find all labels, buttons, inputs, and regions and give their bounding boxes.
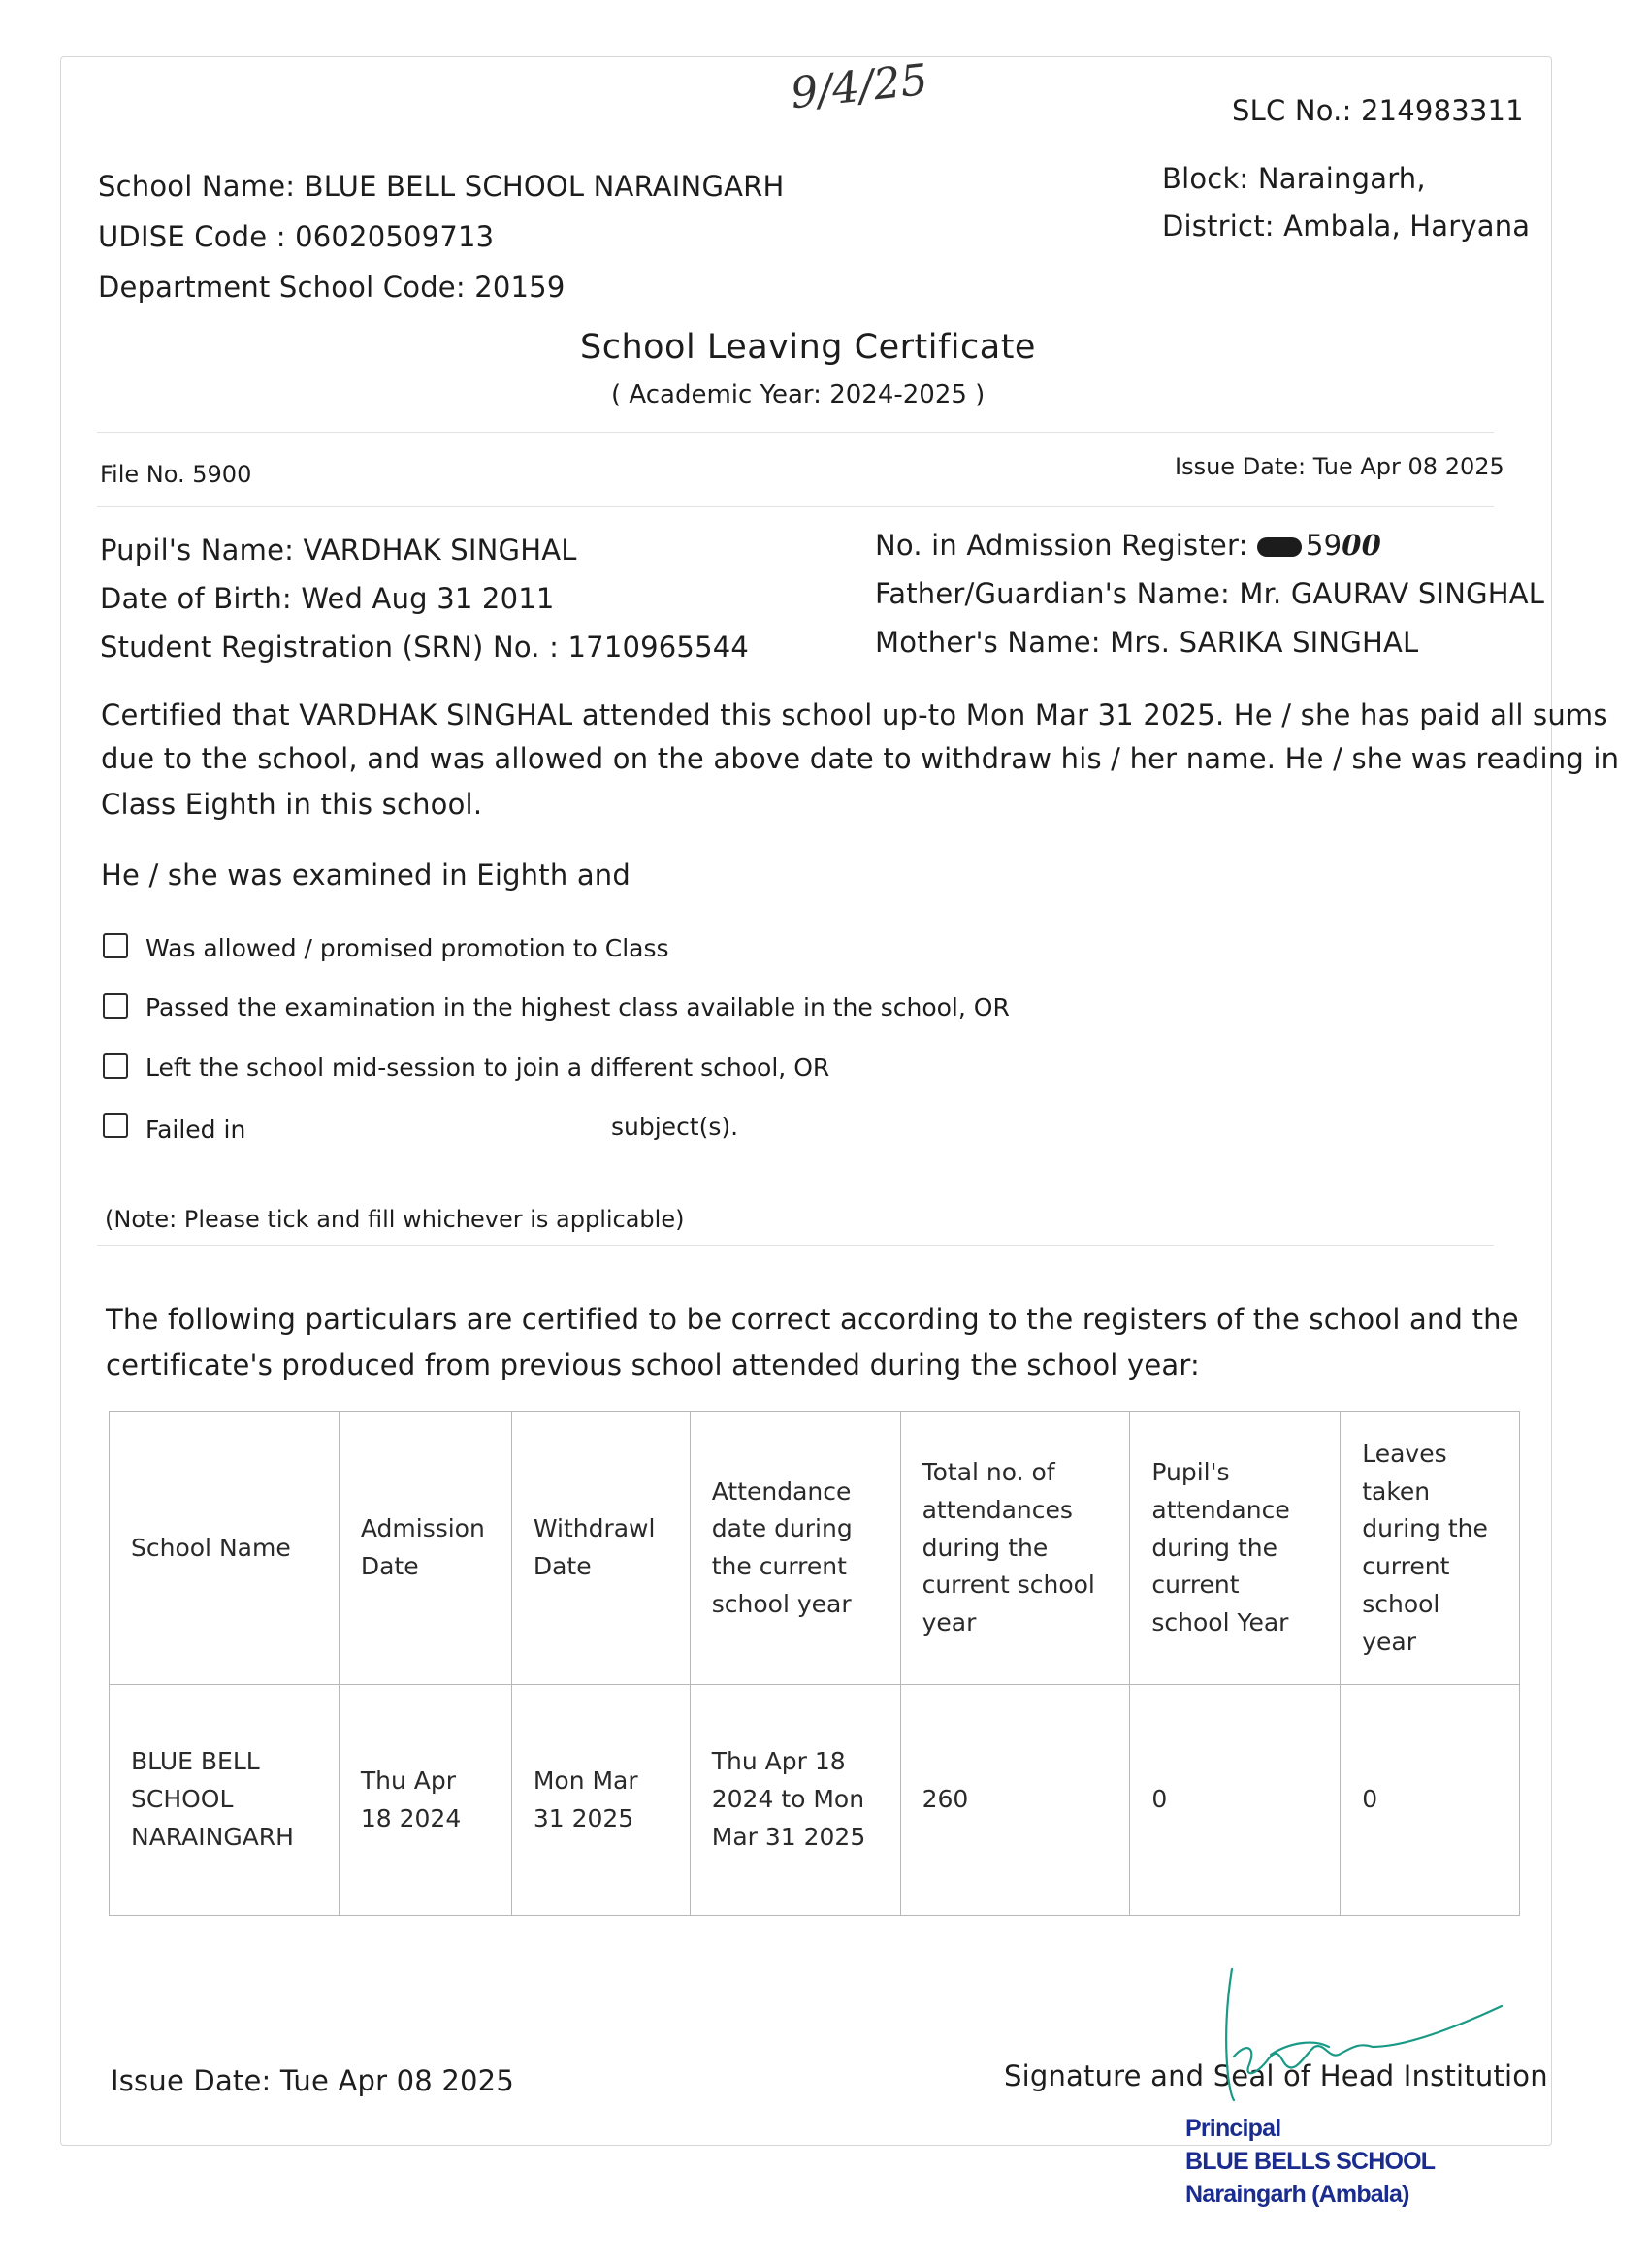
issue-date-top: Issue Date: Tue Apr 08 2025 xyxy=(1175,453,1504,480)
certification-line-1: Certified that VARDHAK SINGHAL attended this school up-to Mon Mar 31 2025. He / she has paid all sums xyxy=(101,698,1608,731)
divider xyxy=(97,1245,1494,1246)
certification-line-3: Class Eighth in this school. xyxy=(101,788,483,821)
column-header: Total no. of attendances during the current school year xyxy=(900,1412,1130,1685)
examined-text: He / she was examined in Eighth and xyxy=(101,859,630,891)
signature-label: Signature and Seal of Head Institution xyxy=(1004,2059,1548,2092)
school-name: School Name: BLUE BELL SCHOOL NARAINGARH xyxy=(98,170,785,203)
handwritten-date: 9/4/25 xyxy=(788,54,930,119)
column-header: School Name xyxy=(110,1412,340,1685)
option-checkbox-promotion[interactable] xyxy=(103,933,128,958)
table-row xyxy=(110,1685,1520,1916)
file-number: File No. 5900 xyxy=(100,461,252,488)
column-header: Pupil's attendance during the current school Year xyxy=(1130,1412,1341,1685)
department-school-code: Department School Code: 20159 xyxy=(98,271,566,304)
particulars-table xyxy=(109,1411,1520,1916)
father-name: Father/Guardian's Name: Mr. GAURAV SINGHAL xyxy=(875,577,1545,610)
udise-code: UDISE Code : 06020509713 xyxy=(98,220,495,253)
table-header-row xyxy=(110,1412,1520,1685)
table-cell: 260 xyxy=(900,1685,1130,1916)
option-checkbox-failed[interactable] xyxy=(103,1113,128,1138)
seal-line: BLUE BELLS SCHOOL xyxy=(1185,2147,1436,2175)
admission-register-handwritten: 00 xyxy=(1342,529,1382,562)
issue-date-bottom: Issue Date: Tue Apr 08 2025 xyxy=(111,2064,514,2097)
mother-name: Mother's Name: Mrs. SARIKA SINGHAL xyxy=(875,626,1419,659)
table-cell: 0 xyxy=(1130,1685,1341,1916)
table-cell: 0 xyxy=(1341,1685,1520,1916)
column-header: Withdrawl Date xyxy=(511,1412,690,1685)
column-header: Admission Date xyxy=(339,1412,511,1685)
option-checkbox-left-school[interactable] xyxy=(103,1053,128,1079)
particulars-line-2: certificate's produced from previous school attended during the school year: xyxy=(106,1348,1200,1381)
admission-register xyxy=(875,529,1381,562)
principal-signature xyxy=(1135,1950,1523,2105)
divider xyxy=(97,432,1494,433)
table-cell: Mon Mar 31 2025 xyxy=(511,1685,690,1916)
note: (Note: Please tick and fill whichever is applicable) xyxy=(105,1206,685,1233)
admission-register-label: No. in Admission Register: xyxy=(875,529,1248,562)
option-label-passed: Passed the examination in the highest class available in the school, OR xyxy=(146,993,1010,1021)
column-header: Attendance date during the current school year xyxy=(690,1412,900,1685)
seal-line: Principal xyxy=(1185,2115,1281,2142)
option-label-promotion: Was allowed / promised promotion to Class xyxy=(146,934,669,962)
option-checkbox-passed[interactable] xyxy=(103,993,128,1019)
option-label-left-school: Left the school mid-session to join a different school, OR xyxy=(146,1053,830,1082)
certification-line-2: due to the school, and was allowed on the above date to withdraw his / her name. He / she was reading in xyxy=(101,742,1620,775)
column-header: Leaves taken during the current school year xyxy=(1341,1412,1520,1685)
table-cell: Thu Apr 18 2024 xyxy=(339,1685,511,1916)
seal-line: Naraingarh (Ambala) xyxy=(1185,2180,1409,2208)
principal-seal xyxy=(1185,2113,1435,2211)
particulars-line-1: The following particulars are certified to be correct according to the registers of the school and the xyxy=(106,1303,1519,1336)
failed-subjects-suffix: subject(s). xyxy=(611,1113,739,1141)
table-cell: Thu Apr 18 2024 to Mon Mar 31 2025 xyxy=(690,1685,900,1916)
table-cell: BLUE BELL SCHOOL NARAINGARH xyxy=(110,1685,340,1916)
date-of-birth: Date of Birth: Wed Aug 31 2011 xyxy=(100,582,555,615)
district: District: Ambala, Haryana xyxy=(1162,210,1531,243)
certificate-title: School Leaving Certificate xyxy=(580,328,1036,367)
block: Block: Naraingarh, xyxy=(1162,162,1426,195)
srn-number: Student Registration (SRN) No. : 1710965544 xyxy=(100,631,750,664)
divider xyxy=(97,506,1494,507)
redaction-mark xyxy=(1257,537,1302,557)
pupil-name: Pupil's Name: VARDHAK SINGHAL xyxy=(100,534,577,567)
academic-year: ( Academic Year: 2024-2025 ) xyxy=(611,380,986,409)
option-label-failed: Failed in xyxy=(146,1116,246,1144)
slc-number: SLC No.: 214983311 xyxy=(1232,94,1524,127)
admission-register-value: 59 xyxy=(1305,529,1342,562)
